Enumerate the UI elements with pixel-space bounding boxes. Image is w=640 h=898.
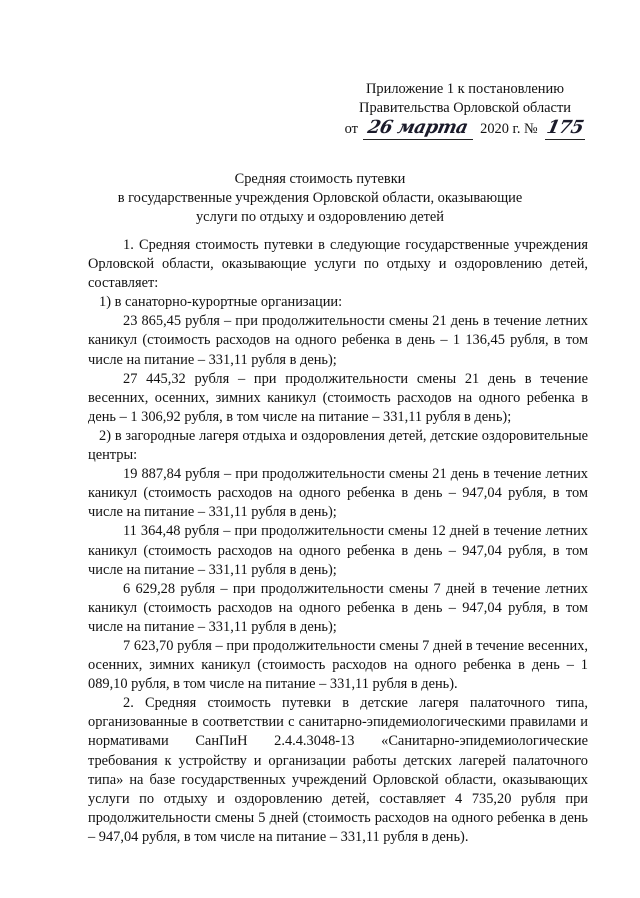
- title-line-1: Средняя стоимость путевки: [234, 171, 406, 187]
- paragraph-1: 1. Средняя стоимость путевки в следующие государственные учреждения Орловской области, оказывающие услуги по отдыху и оздоровлению детей, составляет:: [88, 237, 588, 292]
- subitem-2: 2) в загородные лагеря отдыха и оздоровления детей, детские оздоровительные центры:: [88, 427, 588, 464]
- date-blank: [363, 118, 473, 140]
- price-entry-1: 23 865,45 рубля – при продолжительности смены 21 день в течение летних каникул (стоимость расходов на одного ребенка в день – 1 136,45 рубля, в том числе на питание – 331,11 рубля в день);: [88, 313, 588, 368]
- number-blank: [545, 118, 585, 140]
- document-title: [90, 170, 550, 227]
- year-and-number-label: 2020 г. №: [480, 121, 538, 137]
- price-entry-4: 11 364,48 рубля – при продолжительности смены 12 дней в течение летних каникул (стоимость расходов на одного ребенка в день – 947,04 рубля, в том числе на питание – 331,11 рубля в день);: [88, 523, 588, 578]
- handwritten-date: 26 марта: [365, 117, 470, 138]
- title-line-2: в государственные учреждения Орловской области, оказывающие: [117, 190, 523, 206]
- handwritten-number: 175: [545, 117, 586, 138]
- appendix-date-line: [330, 118, 600, 140]
- price-entry-6: 7 623,70 рубля – при продолжительности смены 7 дней в течение весенних, осенних, зимних каникул (стоимость расходов на одного ребенка в день – 1 089,10 рубля, в том числе на питание – 331,11 рубля в день).: [88, 637, 588, 693]
- price-entry-3: 19 887,84 рубля – при продолжительности смены 21 день в течение летних каникул (стоимость расходов на одного ребенка в день – 947,04 рубля, в том числе на питание – 331,11 рубля в день);: [88, 466, 588, 521]
- appendix-header: [330, 80, 600, 140]
- appendix-line-2: Правительства Орловской области: [359, 100, 571, 116]
- paragraph-2: 2. Средняя стоимость путевки в детские лагеря палаточного типа, организованные в соответствии с санитарно-эпидемиологическими правилами и нормативами СанПиН 2.4.4.3048-13 «Санитарно-эпидемиологические требования к устройству и организации работы детских лагерей палаточного типа» на базе государственных учреждений Орловской области, оказывающих услуги по отдыху и оздоровлению детей, составляет 4 735,20 рубля при продолжительности смены 5 дней (стоимость расходов на одного ребенка в день – 947,04 рубля, в том числе на питание – 331,11 рубля в день).: [88, 695, 588, 845]
- appendix-line-1: Приложение 1 к постановлению: [366, 81, 564, 97]
- document-body: [88, 236, 588, 847]
- price-entry-2: 27 445,32 рубля – при продолжительности смены 21 день в течение весенних, осенних, зимних каникул (стоимость расходов на одного ребенка в день – 1 306,92 рубля, в том числе на питание – 331,11 рубля в день);: [88, 370, 588, 425]
- title-line-3: услуги по отдыху и оздоровлению детей: [195, 209, 445, 225]
- price-entry-5: 6 629,28 рубля – при продолжительности смены 7 дней в течение летних каникул (стоимость расходов на одного ребенка в день – 947,04 рубля, в том числе на питание – 331,11 рубля в день);: [88, 580, 588, 635]
- date-prefix: от: [344, 121, 358, 137]
- subitem-1: 1) в санаторно-курортные организации:: [99, 294, 343, 311]
